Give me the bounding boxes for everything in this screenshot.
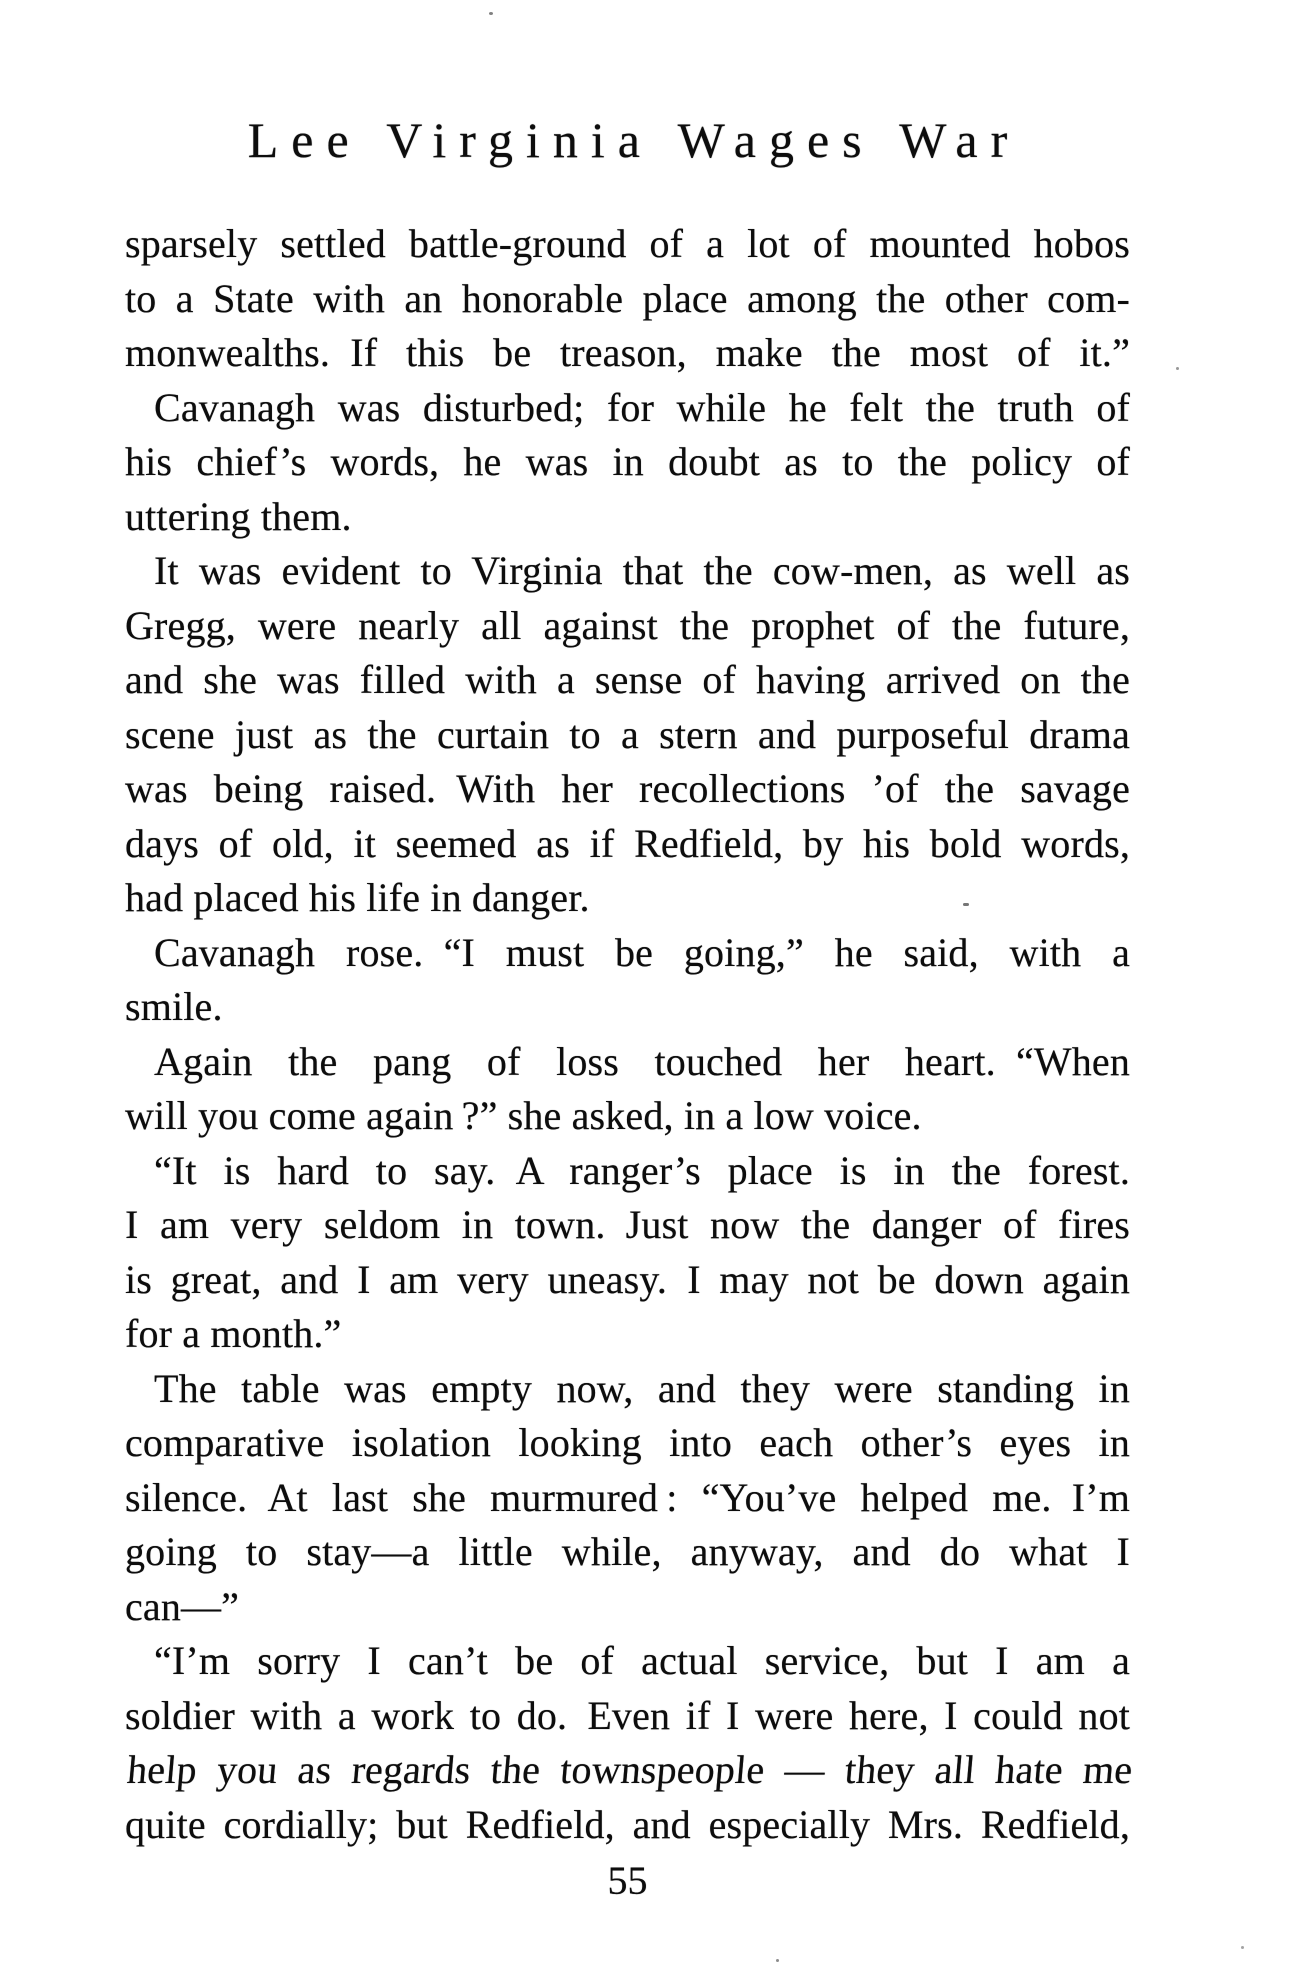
text-line: comparative isolation looking into each other’s eyes in xyxy=(125,1420,1130,1465)
ink-speck xyxy=(489,12,493,15)
text-line: The table was empty now, and they were standing in xyxy=(154,1365,1130,1411)
text-line: scene just as the curtain to a stern and purposeful drama xyxy=(125,711,1130,757)
text-line: It was evident to Virginia that the cow-men, as well as xyxy=(154,548,1130,593)
text-line: quite cordially; but Redfield, and especially Mrs. Redfield, xyxy=(125,1801,1130,1847)
text-line: and she was filled with a sense of having arrived on the xyxy=(125,657,1130,702)
text-line: Gregg, were nearly all against the prophet of the future, xyxy=(125,602,1130,648)
text-line: will you come again ?” she asked, in a low voice. xyxy=(125,1093,922,1138)
ink-speck xyxy=(776,1959,779,1962)
ink-speck xyxy=(1241,1946,1244,1949)
text-line: Cavanagh rose. “I must be going,” he said, with a xyxy=(154,929,1130,975)
text-line: smile. xyxy=(125,984,223,1029)
text-line: uttering them. xyxy=(125,493,352,539)
text-line: sparsely settled battle-ground of a lot of mounted hobos xyxy=(125,221,1130,266)
text-line: I am very seldom in town. Just now the danger of fires xyxy=(125,1202,1130,1247)
text-line: Cavanagh was disturbed; for while he felt the truth of xyxy=(154,384,1130,430)
text-line: “It is hard to say. A ranger’s place is in the forest. xyxy=(154,1147,1130,1193)
text-line: days of old, it seemed as if Redfield, by his bold words, xyxy=(125,820,1130,866)
text-line: Again the pang of loss touched her heart. “When xyxy=(154,1038,1130,1084)
body-text xyxy=(125,217,1135,1852)
text-line: silence. At last she murmured : “You’ve helped me. I’m xyxy=(125,1474,1130,1520)
text-line: for a month.” xyxy=(125,1311,342,1356)
text-line: is great, and I am very uneasy. I may not be down again xyxy=(125,1256,1130,1302)
text-line: his chief’s words, he was in doubt as to the policy of xyxy=(125,439,1130,484)
text-line: monwealths. If this be treason, make the most of it.” xyxy=(125,330,1130,375)
page-number: 55 xyxy=(607,1858,648,1903)
text-line: had placed his life in danger. xyxy=(125,875,590,920)
text-line: soldier with a work to do. Even if I were here, I could not xyxy=(125,1692,1130,1738)
text-line: “I’m sorry I can’t be of actual service, but I am a xyxy=(154,1638,1130,1683)
ink-speck xyxy=(1176,367,1179,370)
text-line: was being raised. With her recollections ’of the savage xyxy=(125,766,1130,811)
text-line: help you as regards the townspeople — they all hate me xyxy=(125,1747,1135,1792)
text-line: to a State with an honorable place among the other com- xyxy=(125,275,1130,321)
text-line: going to stay—a little while, anyway, and do what I xyxy=(125,1529,1130,1574)
text-line: can—” xyxy=(125,1583,240,1629)
running-header: Lee Virginia Wages War xyxy=(247,112,1021,168)
ink-speck xyxy=(963,903,969,906)
